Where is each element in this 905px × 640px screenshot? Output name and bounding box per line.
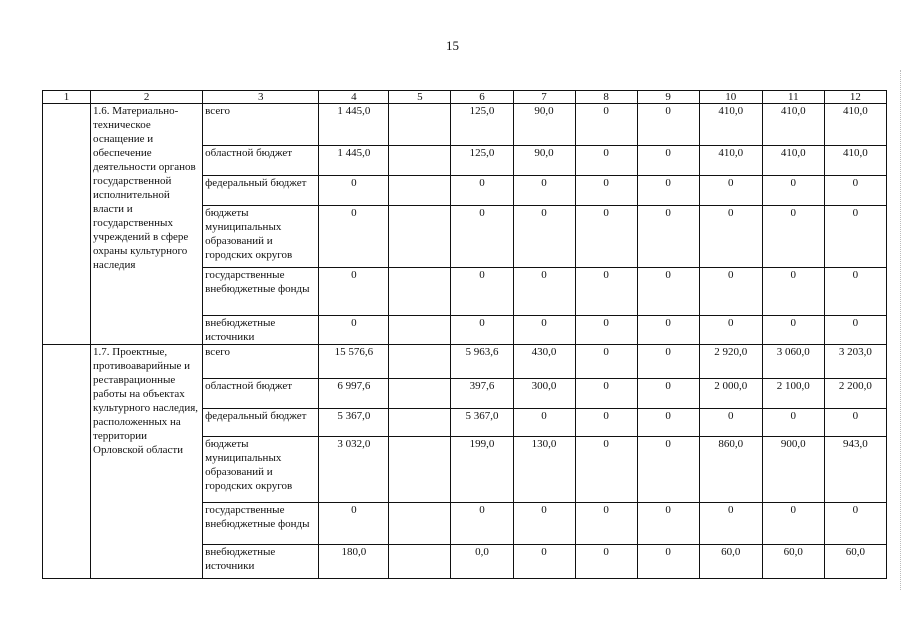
- value-cell-11: 410,0: [762, 104, 824, 146]
- value-cell-5: [389, 379, 451, 409]
- col-header-11: 11: [762, 91, 824, 104]
- value-cell-12: 0: [824, 176, 886, 206]
- value-cell-7: 0: [513, 316, 575, 345]
- value-cell-10: 860,0: [699, 437, 762, 503]
- col-header-5: 5: [389, 91, 451, 104]
- value-cell-5: [389, 146, 451, 176]
- col-header-10: 10: [699, 91, 762, 104]
- value-cell-11: 0: [762, 206, 824, 268]
- value-cell-8: 0: [575, 104, 637, 146]
- measure-name-cell: 1.7. Проектные, противоаварийные и реставрационные работы на объектах культурного наследия, расположенных на территории Орловской области: [91, 345, 203, 579]
- row-index-cell: [43, 345, 91, 579]
- value-cell-8: 0: [575, 545, 637, 579]
- value-cell-6: 397,6: [451, 379, 513, 409]
- value-cell-10: 410,0: [699, 146, 762, 176]
- value-cell-12: 0: [824, 409, 886, 437]
- value-cell-4: 0: [319, 176, 389, 206]
- value-cell-12: 0: [824, 503, 886, 545]
- value-cell-9: 0: [637, 503, 699, 545]
- value-cell-8: 0: [575, 268, 637, 316]
- col-header-7: 7: [513, 91, 575, 104]
- funding-source-cell: федеральный бюджет: [203, 176, 319, 206]
- value-cell-5: [389, 345, 451, 379]
- value-cell-11: 3 060,0: [762, 345, 824, 379]
- col-header-6: 6: [451, 91, 513, 104]
- scan-edge: [890, 70, 901, 590]
- col-header-1: 1: [43, 91, 91, 104]
- value-cell-7: 0: [513, 409, 575, 437]
- value-cell-6: 199,0: [451, 437, 513, 503]
- value-cell-11: 0: [762, 176, 824, 206]
- value-cell-9: 0: [637, 104, 699, 146]
- value-cell-9: 0: [637, 545, 699, 579]
- col-header-12: 12: [824, 91, 886, 104]
- value-cell-9: 0: [637, 146, 699, 176]
- value-cell-5: [389, 503, 451, 545]
- budget-table: [42, 90, 887, 579]
- funding-source-cell: внебюджетные источники: [203, 316, 319, 345]
- value-cell-11: 900,0: [762, 437, 824, 503]
- value-cell-7: 130,0: [513, 437, 575, 503]
- value-cell-7: 90,0: [513, 146, 575, 176]
- value-cell-7: 90,0: [513, 104, 575, 146]
- funding-source-cell: государственные внебюджетные фонды: [203, 268, 319, 316]
- value-cell-7: 0: [513, 176, 575, 206]
- value-cell-6: 0: [451, 206, 513, 268]
- funding-source-cell: всего: [203, 345, 319, 379]
- page-number: 15: [446, 38, 459, 53]
- value-cell-10: 0: [699, 176, 762, 206]
- value-cell-8: 0: [575, 345, 637, 379]
- funding-source-cell: внебюджетные источники: [203, 545, 319, 579]
- value-cell-11: 0: [762, 503, 824, 545]
- value-cell-10: 0: [699, 503, 762, 545]
- value-cell-9: 0: [637, 379, 699, 409]
- value-cell-10: 0: [699, 316, 762, 345]
- value-cell-10: 410,0: [699, 104, 762, 146]
- value-cell-4: 0: [319, 503, 389, 545]
- value-cell-6: 0,0: [451, 545, 513, 579]
- value-cell-9: 0: [637, 268, 699, 316]
- col-header-2: 2: [91, 91, 203, 104]
- value-cell-10: 0: [699, 206, 762, 268]
- value-cell-10: 0: [699, 409, 762, 437]
- value-cell-7: 0: [513, 545, 575, 579]
- funding-source-cell: всего: [203, 104, 319, 146]
- header-row: [43, 91, 887, 104]
- value-cell-9: 0: [637, 176, 699, 206]
- value-cell-6: 0: [451, 268, 513, 316]
- value-cell-12: 943,0: [824, 437, 886, 503]
- table-row: [43, 104, 887, 146]
- value-cell-11: 0: [762, 268, 824, 316]
- value-cell-8: 0: [575, 316, 637, 345]
- funding-source-cell: федеральный бюджет: [203, 409, 319, 437]
- value-cell-12: 410,0: [824, 146, 886, 176]
- table-body: [43, 104, 887, 579]
- col-header-8: 8: [575, 91, 637, 104]
- value-cell-9: 0: [637, 409, 699, 437]
- value-cell-8: 0: [575, 503, 637, 545]
- value-cell-11: 410,0: [762, 146, 824, 176]
- funding-source-cell: бюджеты муниципальных образований и городских округов: [203, 206, 319, 268]
- value-cell-5: [389, 268, 451, 316]
- value-cell-8: 0: [575, 146, 637, 176]
- value-cell-6: 125,0: [451, 146, 513, 176]
- value-cell-6: 0: [451, 503, 513, 545]
- value-cell-5: [389, 409, 451, 437]
- value-cell-4: 0: [319, 316, 389, 345]
- value-cell-6: 0: [451, 316, 513, 345]
- value-cell-12: 3 203,0: [824, 345, 886, 379]
- value-cell-9: 0: [637, 316, 699, 345]
- value-cell-9: 0: [637, 437, 699, 503]
- value-cell-7: 430,0: [513, 345, 575, 379]
- row-index-cell: [43, 104, 91, 345]
- value-cell-8: 0: [575, 206, 637, 268]
- value-cell-12: 2 200,0: [824, 379, 886, 409]
- value-cell-8: 0: [575, 409, 637, 437]
- value-cell-11: 60,0: [762, 545, 824, 579]
- value-cell-4: 180,0: [319, 545, 389, 579]
- value-cell-6: 125,0: [451, 104, 513, 146]
- value-cell-8: 0: [575, 379, 637, 409]
- value-cell-8: 0: [575, 437, 637, 503]
- value-cell-6: 0: [451, 176, 513, 206]
- value-cell-5: [389, 316, 451, 345]
- funding-source-cell: бюджеты муниципальных образований и городских округов: [203, 437, 319, 503]
- value-cell-4: 1 445,0: [319, 104, 389, 146]
- value-cell-4: 0: [319, 268, 389, 316]
- value-cell-8: 0: [575, 176, 637, 206]
- value-cell-7: 300,0: [513, 379, 575, 409]
- col-header-4: 4: [319, 91, 389, 104]
- value-cell-11: 2 100,0: [762, 379, 824, 409]
- value-cell-4: 3 032,0: [319, 437, 389, 503]
- value-cell-12: 60,0: [824, 545, 886, 579]
- value-cell-7: 0: [513, 206, 575, 268]
- value-cell-6: 5 367,0: [451, 409, 513, 437]
- value-cell-12: 410,0: [824, 104, 886, 146]
- value-cell-4: 6 997,6: [319, 379, 389, 409]
- value-cell-5: [389, 104, 451, 146]
- funding-source-cell: областной бюджет: [203, 379, 319, 409]
- value-cell-5: [389, 206, 451, 268]
- value-cell-5: [389, 437, 451, 503]
- value-cell-10: 60,0: [699, 545, 762, 579]
- value-cell-11: 0: [762, 316, 824, 345]
- value-cell-10: 0: [699, 268, 762, 316]
- value-cell-7: 0: [513, 503, 575, 545]
- value-cell-5: [389, 545, 451, 579]
- value-cell-12: 0: [824, 268, 886, 316]
- funding-source-cell: государственные внебюджетные фонды: [203, 503, 319, 545]
- col-header-9: 9: [637, 91, 699, 104]
- value-cell-10: 2 000,0: [699, 379, 762, 409]
- value-cell-4: 1 445,0: [319, 146, 389, 176]
- value-cell-5: [389, 176, 451, 206]
- value-cell-7: 0: [513, 268, 575, 316]
- value-cell-11: 0: [762, 409, 824, 437]
- value-cell-12: 0: [824, 206, 886, 268]
- value-cell-9: 0: [637, 206, 699, 268]
- table-row: [43, 345, 887, 379]
- value-cell-9: 0: [637, 345, 699, 379]
- value-cell-4: 0: [319, 206, 389, 268]
- value-cell-12: 0: [824, 316, 886, 345]
- col-header-3: 3: [203, 91, 319, 104]
- value-cell-4: 5 367,0: [319, 409, 389, 437]
- value-cell-4: 15 576,6: [319, 345, 389, 379]
- funding-source-cell: областной бюджет: [203, 146, 319, 176]
- value-cell-6: 5 963,6: [451, 345, 513, 379]
- measure-name-cell: 1.6. Материально-техническое оснащение и обеспечение деятельности органов государственной исполнительной власти и государственных учреждений в сфере охраны культурного наследия: [91, 104, 203, 345]
- value-cell-10: 2 920,0: [699, 345, 762, 379]
